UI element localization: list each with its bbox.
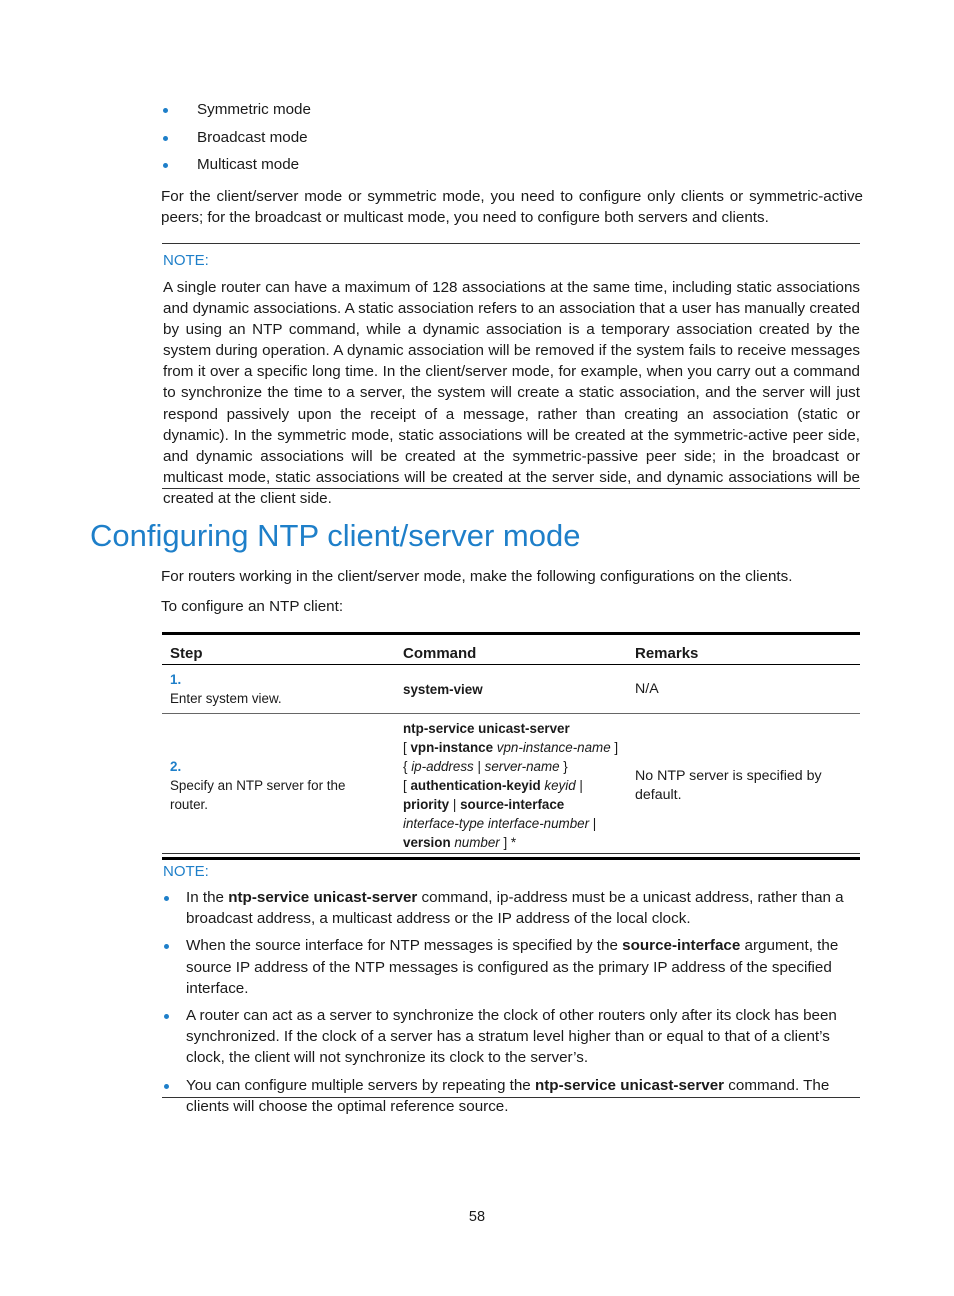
step-number: 1. <box>170 672 182 687</box>
intro-bullet-list <box>162 99 862 182</box>
keyword: ntp-service unicast-server <box>228 889 418 906</box>
argument: interface-type interface-number <box>403 816 590 831</box>
text-run: command, ip-address must be a unicast address, rather than a broadcast address, a multicast address or the IP address of the local clock. <box>186 889 844 928</box>
table-row <box>162 665 860 714</box>
keyword: priority <box>403 797 450 812</box>
keyword: authentication-keyid <box>410 778 541 793</box>
argument: ip-address <box>411 759 474 774</box>
list-item <box>162 887 860 929</box>
note-label: NOTE: <box>163 863 209 880</box>
text-run: command. The clients will choose the optimal reference source. <box>186 1076 830 1115</box>
step-cell <box>162 714 395 859</box>
command-line <box>403 833 619 852</box>
bullet-dot-icon <box>164 944 169 949</box>
text-run: When the source interface for NTP messages is specified by the <box>186 937 623 955</box>
list-item <box>162 1075 860 1117</box>
bullet-dot-icon <box>164 1014 169 1019</box>
intro-paragraph: For the client/server mode or symmetric mode, you need to configure only clients or symmetric-active peers; for the broadcast or multicast mode, you need to configure both servers and clients. <box>161 188 863 226</box>
step-description: Enter system view. <box>170 691 282 706</box>
bullet-dot-icon <box>163 108 168 113</box>
text-run: A router can act as a server to synchronize the clock of other routers only after its clock has been synchronized. If the clock of a server has a stratum level higher than or equal to that of a client’s clock, the client will not synchronize its clock to the server’s. <box>186 1007 837 1067</box>
command-line <box>403 776 619 795</box>
command-line <box>403 795 619 814</box>
column-header-step: Step <box>162 634 395 665</box>
text-run: [ <box>403 740 411 755</box>
list-item: Multicast mode <box>162 154 862 182</box>
text-run: [ <box>403 778 411 793</box>
text-run: | <box>473 759 485 774</box>
table-header-row <box>162 634 860 665</box>
command-line <box>403 719 619 738</box>
command-cell <box>395 714 627 859</box>
table-row <box>162 714 860 859</box>
keyword: vpn-instance <box>410 740 494 755</box>
bullet-dot-icon <box>163 136 168 141</box>
command-line <box>403 680 619 699</box>
text-run: ] <box>610 740 619 755</box>
command-cell <box>395 665 627 714</box>
command-line <box>403 814 619 833</box>
note-bottom-divider <box>162 488 860 489</box>
bullet-dot-icon <box>163 163 168 168</box>
keyword: source-interface <box>622 937 741 955</box>
argument: keyid <box>540 778 576 793</box>
text-run: ] * <box>499 835 517 850</box>
argument: number <box>450 835 500 850</box>
note-label: NOTE: <box>163 252 209 269</box>
step-cell <box>162 665 395 714</box>
text-run: In the <box>186 889 229 906</box>
note-bottom-divider <box>162 1097 860 1098</box>
list-item: Symmetric mode <box>162 99 862 127</box>
note-body: A single router can have a maximum of 128 associations at the same time, including static associations and dynamic associations. A static association refers to an association that a user has manually created by using an NTP command, while a dynamic association is a temporary association created by the system during operation. A dynamic association will be removed if the system fails to receive messages from it over a specific long time. In the client/server mode, for example, when you carry out a command to synchronize the time to a server, the system will create a static association, and the server will just respond passively upon the receipt of a message, rather than creating an association (static or dynamic). In the symmetric mode, static associations will be created at the symmetric-active peer side, and dynamic associations will be created at the symmetric-passive peer side; in the broadcast or multicast mode, static associations will be created at the server side, and dynamic associations will be created at the client side. <box>163 279 860 507</box>
text-run: | <box>589 816 597 831</box>
configuration-table <box>162 632 860 860</box>
command-line <box>403 757 619 776</box>
section-title: Configuring NTP client/server mode <box>90 518 581 553</box>
step-number: 2. <box>170 759 182 774</box>
command-line <box>403 738 619 757</box>
keyword: ntp-service unicast-server <box>403 721 570 736</box>
note-top-divider <box>162 853 860 854</box>
text-run: | <box>449 797 461 812</box>
section-paragraph: For routers working in the client/server mode, make the following configurations on the clients. <box>161 568 793 585</box>
remarks-cell: No NTP server is specified by default. <box>627 714 860 859</box>
keyword: source-interface <box>460 797 565 812</box>
text-run: | <box>575 778 583 793</box>
page-number: 58 <box>468 1209 486 1225</box>
step-description: Specify an NTP server for the router. <box>170 778 346 812</box>
bullet-dot-icon <box>164 1084 169 1089</box>
list-item <box>162 935 860 999</box>
column-header-remarks: Remarks <box>627 634 860 665</box>
bullet-dot-icon <box>164 896 169 901</box>
note-bullet-list <box>162 887 860 1123</box>
column-header-command: Command <box>395 634 627 665</box>
remarks-cell: N/A <box>627 665 860 714</box>
note-top-divider <box>162 243 860 244</box>
list-item <box>162 1005 860 1069</box>
text-run: } <box>559 759 568 774</box>
table-intro: To configure an NTP client: <box>161 598 344 615</box>
text-run: argument, the source IP address of the NTP messages is configured as the primary IP address of the specified interface. <box>186 937 839 997</box>
argument: vpn-instance-name <box>493 740 611 755</box>
text-run: { <box>403 759 412 774</box>
text-run: You can configure multiple servers by repeating the <box>186 1076 535 1094</box>
keyword: version <box>403 835 451 850</box>
keyword: system-view <box>403 681 483 697</box>
list-item: Broadcast mode <box>162 127 862 155</box>
keyword: ntp-service unicast-server <box>534 1076 725 1094</box>
argument: server-name <box>484 759 560 774</box>
